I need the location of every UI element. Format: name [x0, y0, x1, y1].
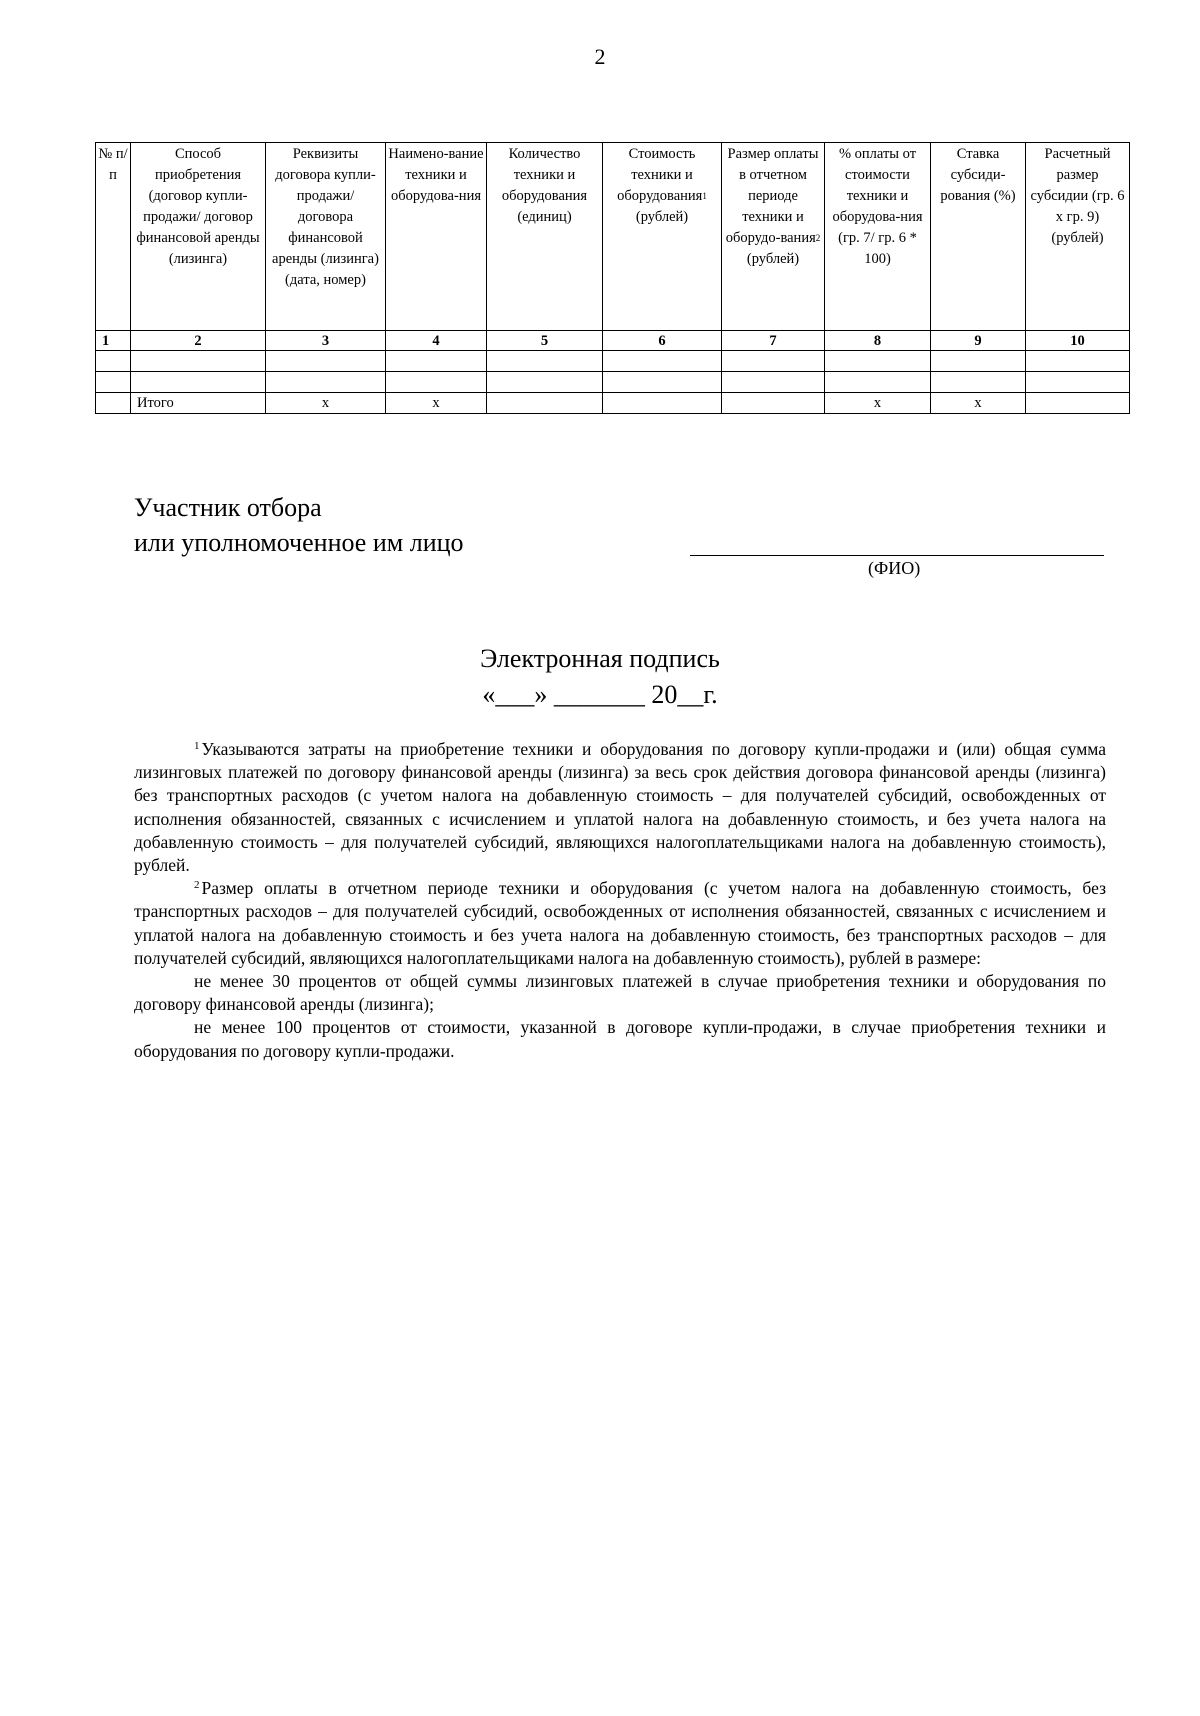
column-number: 4 — [386, 331, 487, 351]
total-cell: х — [931, 393, 1026, 414]
empty-cell — [266, 351, 386, 372]
column-number: 1 — [96, 331, 131, 351]
column-number: 9 — [931, 331, 1026, 351]
column-number-row — [96, 331, 1130, 351]
empty-cell — [722, 372, 825, 393]
footnotes — [134, 738, 1106, 1063]
table-row — [96, 351, 1130, 372]
total-cell — [1026, 393, 1130, 414]
column-number: 8 — [825, 331, 931, 351]
subsidy-table — [95, 142, 1130, 414]
total-row — [96, 393, 1130, 414]
signature-line — [690, 555, 1104, 556]
footnote-2-mark: 2 — [194, 879, 200, 892]
column-number: 5 — [487, 331, 603, 351]
empty-cell — [96, 351, 131, 372]
header-cell-subsidy: Расчетный размер субсидии (гр. 6 х гр. 9) (рублей) — [1026, 143, 1130, 331]
total-cell — [487, 393, 603, 414]
footnote-1 — [134, 738, 1106, 877]
footnote-2-item-2: не менее 100 процентов от стоимости, указанной в договоре купли-продажи, в случае приобретения техники и оборудования по договору купли-продажи. — [134, 1017, 1106, 1061]
total-cell — [603, 393, 722, 414]
empty-cell — [386, 351, 487, 372]
total-cell: х — [825, 393, 931, 414]
header-cell-cost — [603, 143, 722, 331]
total-cell: х — [386, 393, 487, 414]
empty-cell — [931, 372, 1026, 393]
footnote-mark-1: 1 — [702, 191, 707, 201]
page-number: 2 — [594, 44, 606, 69]
empty-cell — [487, 372, 603, 393]
table-header-row — [96, 143, 1130, 331]
header-cell-percent: % оплаты от стоимости техники и оборудова-ния (гр. 7/ гр. 6 * 100) — [825, 143, 931, 331]
header-cell-cost-text: Стоимость техники и оборудования — [617, 146, 703, 204]
date-line: «___» _______ 20__г. — [482, 680, 718, 709]
footnote-2-item-1: не менее 30 процентов от общей суммы лизинговых платежей в случае приобретения техники и оборудования по договору финансовой аренды (лизинга); — [134, 971, 1106, 1015]
empty-cell — [1026, 351, 1130, 372]
empty-cell — [931, 351, 1026, 372]
footnote-2 — [134, 877, 1106, 970]
footnote-2-text: Размер оплаты в отчетном периоде техники и оборудования (с учетом налога на добавленную стоимость, без транспортных расходов – для получателей субсидий, освобожденных от исполнения обязанностей, связанных с исчислением и уплатой налога на добавленную стоимость и без учета налога на добавленную стоимость, без транспортных расходов – для получателей субсидий, являющихся налогоплательщиками налога на добавленную стоимость), рублей в размере: — [134, 878, 1106, 968]
header-cell-no: № п/п — [96, 143, 131, 331]
total-cell — [96, 393, 131, 414]
empty-cell — [1026, 372, 1130, 393]
electronic-signature-block — [0, 641, 1200, 713]
footnote-mark-2: 2 — [815, 233, 821, 243]
footnote-1-mark: 1 — [194, 740, 200, 752]
participant-block — [134, 490, 464, 560]
column-number: 3 — [266, 331, 386, 351]
total-cell: х — [266, 393, 386, 414]
total-label: Итого — [131, 393, 266, 414]
column-number: 10 — [1026, 331, 1130, 351]
empty-cell — [131, 351, 266, 372]
empty-cell — [487, 351, 603, 372]
header-cell-quantity: Количество техники и оборудования (единиц) — [487, 143, 603, 331]
empty-cell — [825, 351, 931, 372]
footnote-1-text: Указываются затраты на приобретение техники и оборудования по договору купли-продажи и (или) общая сумма лизинговых платежей по договору финансовой аренды (лизинга) за весь срок действия договора финансовой аренды (лизинга) без транспортных расходов (с учетом налога на добавленную стоимость – для получателей субсидий, освобожденных от исполнения обязанностей, связанных с исчислением и уплатой налога на добавленную стоимость, и без учета налога на добавленную стоимость – для получателей субсидий, являющихся налогоплательщиками налога на добавленную стоимость), рублей. — [134, 739, 1106, 876]
table-row — [96, 372, 1130, 393]
empty-cell — [266, 372, 386, 393]
column-number: 7 — [722, 331, 825, 351]
header-cell-payment-text: Размер оплаты в отчетном периоде техники и оборудо-вания — [725, 146, 819, 246]
column-number: 2 — [131, 331, 266, 351]
participant-line-1: Участник отбора — [134, 493, 322, 522]
header-cell-payment-unit: (рублей) — [746, 251, 800, 267]
empty-cell — [603, 372, 722, 393]
participant-line-2: или уполномоченное им лицо — [134, 528, 464, 557]
total-cell — [722, 393, 825, 414]
header-cell-rate: Ставка субсиди-рования (%) — [931, 143, 1026, 331]
empty-cell — [722, 351, 825, 372]
header-cell-cost-unit: (рублей) — [635, 209, 689, 225]
fio-label: (ФИО) — [868, 558, 921, 578]
esig-title: Электронная подпись — [480, 644, 720, 673]
empty-cell — [386, 372, 487, 393]
empty-cell — [131, 372, 266, 393]
header-cell-payment — [722, 143, 825, 331]
column-number: 6 — [603, 331, 722, 351]
empty-cell — [825, 372, 931, 393]
header-cell-method: Способ приобретения (договор купли-продажи/ договор финансовой аренды (лизинга) — [131, 143, 266, 331]
empty-cell — [603, 351, 722, 372]
empty-cell — [96, 372, 131, 393]
header-cell-contract: Реквизиты договора купли-продажи/ договора финансовой аренды (лизинга) (дата, номер) — [266, 143, 386, 331]
header-cell-name: Наимено-вание техники и оборудова-ния — [386, 143, 487, 331]
